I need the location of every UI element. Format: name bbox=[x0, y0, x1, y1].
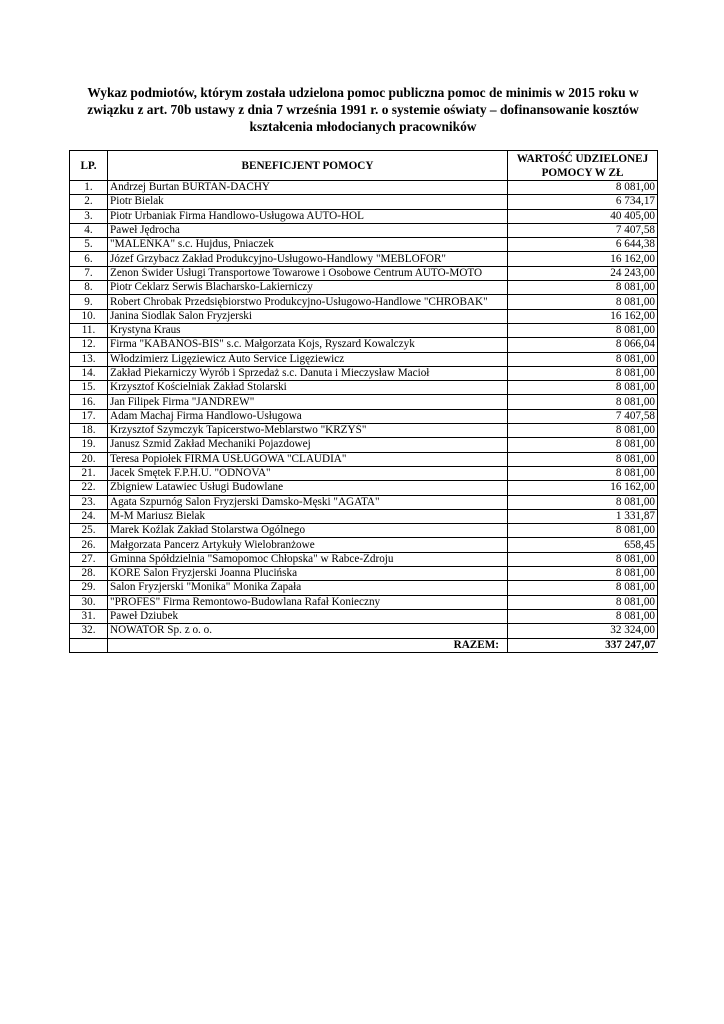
table-row bbox=[70, 195, 658, 209]
beneficiary-name: Krzysztof Kościelniak Zakład Stolarski bbox=[108, 381, 508, 395]
row-number: 3. bbox=[70, 209, 108, 223]
row-number: 30. bbox=[70, 595, 108, 609]
row-number: 10. bbox=[70, 309, 108, 323]
table-row bbox=[70, 538, 658, 552]
beneficiary-name: Zenon Świder Usługi Transportowe Towarowe i Osobowe Centrum AUTO-MOTO bbox=[108, 266, 508, 280]
row-number: 32. bbox=[70, 624, 108, 638]
beneficiary-name: Janusz Szmid Zakład Mechaniki Pojazdowej bbox=[108, 438, 508, 452]
beneficiary-name: Firma "KABANOS-BIS" s.c. Małgorzata Kojs, Ryszard Kowalczyk bbox=[108, 338, 508, 352]
aid-amount: 658,45 bbox=[508, 538, 658, 552]
grant-table bbox=[69, 150, 658, 653]
beneficiary-name: Gminna Spółdzielnia "Samopomoc Chłopska" w Rabce-Zdroju bbox=[108, 552, 508, 566]
total-value: 337 247,07 bbox=[508, 638, 658, 652]
table-row bbox=[70, 438, 658, 452]
beneficiary-name: Teresa Popiołek FIRMA USŁUGOWA "CLAUDIA" bbox=[108, 452, 508, 466]
beneficiary-name: Robert Chrobak Przedsiębiorstwo Produkcyjno-Usługowo-Handlowe "CHROBAK" bbox=[108, 295, 508, 309]
table-row bbox=[70, 509, 658, 523]
aid-amount: 7 407,58 bbox=[508, 223, 658, 237]
beneficiary-name: M-M Mariusz Bielak bbox=[108, 509, 508, 523]
aid-amount: 40 405,00 bbox=[508, 209, 658, 223]
beneficiary-name: Agata Szpurnóg Salon Fryzjerski Damsko-Męski "AGATA" bbox=[108, 495, 508, 509]
beneficiary-name: Krzysztof Szymczyk Tapicerstwo-Meblarstwo "KRZYŚ" bbox=[108, 424, 508, 438]
row-number: 29. bbox=[70, 581, 108, 595]
row-number: 19. bbox=[70, 438, 108, 452]
table-row bbox=[70, 466, 658, 480]
aid-amount: 8 081,00 bbox=[508, 524, 658, 538]
row-number: 12. bbox=[70, 338, 108, 352]
header-lp: LP. bbox=[70, 151, 108, 181]
beneficiary-name: KORE Salon Fryzjerski Joanna Plucińska bbox=[108, 567, 508, 581]
total-row bbox=[70, 638, 658, 652]
beneficiary-name: Małgorzata Pancerz Artykuły Wielobranżowe bbox=[108, 538, 508, 552]
table-row bbox=[70, 238, 658, 252]
aid-amount: 8 066,04 bbox=[508, 338, 658, 352]
table-row bbox=[70, 552, 658, 566]
row-number: 1. bbox=[70, 181, 108, 195]
table-row bbox=[70, 524, 658, 538]
aid-amount: 32 324,00 bbox=[508, 624, 658, 638]
row-number: 2. bbox=[70, 195, 108, 209]
beneficiary-name: Jacek Smętek F.P.H.U. "ODNOVA" bbox=[108, 466, 508, 480]
table-row bbox=[70, 309, 658, 323]
table-row bbox=[70, 295, 658, 309]
table-row bbox=[70, 381, 658, 395]
aid-amount: 6 734,17 bbox=[508, 195, 658, 209]
table-row bbox=[70, 352, 658, 366]
row-number: 25. bbox=[70, 524, 108, 538]
table-row bbox=[70, 424, 658, 438]
row-number: 6. bbox=[70, 252, 108, 266]
aid-amount: 8 081,00 bbox=[508, 323, 658, 337]
beneficiary-name: Jan Filipek Firma "JANDREW" bbox=[108, 395, 508, 409]
total-label: RAZEM: bbox=[108, 638, 508, 652]
row-number: 11. bbox=[70, 323, 108, 337]
total-spacer bbox=[70, 638, 108, 652]
aid-amount: 8 081,00 bbox=[508, 595, 658, 609]
aid-amount: 8 081,00 bbox=[508, 352, 658, 366]
beneficiary-name: Janina Siodlak Salon Fryzjerski bbox=[108, 309, 508, 323]
aid-amount: 8 081,00 bbox=[508, 438, 658, 452]
beneficiary-name: Marek Koźlak Zakład Stolarstwa Ogólnego bbox=[108, 524, 508, 538]
table-row bbox=[70, 481, 658, 495]
row-number: 4. bbox=[70, 223, 108, 237]
beneficiary-name: Piotr Urbaniak Firma Handlowo-Usługowa AUTO-HOL bbox=[108, 209, 508, 223]
aid-amount: 16 162,00 bbox=[508, 252, 658, 266]
table-row bbox=[70, 252, 658, 266]
beneficiary-name: Salon Fryzjerski "Monika" Monika Zapała bbox=[108, 581, 508, 595]
table-row bbox=[70, 209, 658, 223]
aid-amount: 8 081,00 bbox=[508, 552, 658, 566]
table-row bbox=[70, 395, 658, 409]
beneficiary-name: Piotr Ceklarz Serwis Blacharsko-Lakierniczy bbox=[108, 281, 508, 295]
aid-amount: 8 081,00 bbox=[508, 181, 658, 195]
aid-amount: 8 081,00 bbox=[508, 452, 658, 466]
aid-amount: 8 081,00 bbox=[508, 466, 658, 480]
table-row bbox=[70, 495, 658, 509]
beneficiary-name: Zbigniew Latawiec Usługi Budowlane bbox=[108, 481, 508, 495]
aid-amount: 7 407,58 bbox=[508, 409, 658, 423]
beneficiary-name: Zakład Piekarniczy Wyrób i Sprzedaż s.c. Danuta i Mieczysław Macioł bbox=[108, 366, 508, 380]
row-number: 13. bbox=[70, 352, 108, 366]
table-row bbox=[70, 266, 658, 280]
beneficiary-name: Włodzimierz Ligęziewicz Auto Service Ligęziewicz bbox=[108, 352, 508, 366]
beneficiary-name: Paweł Dziubek bbox=[108, 609, 508, 623]
beneficiary-name: Piotr Bielak bbox=[108, 195, 508, 209]
table-row bbox=[70, 567, 658, 581]
aid-amount: 6 644,38 bbox=[508, 238, 658, 252]
table-row bbox=[70, 323, 658, 337]
row-number: 8. bbox=[70, 281, 108, 295]
row-number: 22. bbox=[70, 481, 108, 495]
row-number: 16. bbox=[70, 395, 108, 409]
aid-amount: 8 081,00 bbox=[508, 424, 658, 438]
row-number: 21. bbox=[70, 466, 108, 480]
table-row bbox=[70, 452, 658, 466]
row-number: 17. bbox=[70, 409, 108, 423]
row-number: 27. bbox=[70, 552, 108, 566]
row-number: 5. bbox=[70, 238, 108, 252]
table-header bbox=[70, 151, 658, 181]
beneficiary-name: Krystyna Kraus bbox=[108, 323, 508, 337]
table-row bbox=[70, 624, 658, 638]
aid-amount: 8 081,00 bbox=[508, 581, 658, 595]
beneficiary-name: Józef Grzybacz Zakład Produkcyjno-Usługowo-Handlowy "MEBLOFOR" bbox=[108, 252, 508, 266]
aid-amount: 8 081,00 bbox=[508, 281, 658, 295]
aid-amount: 24 243,00 bbox=[508, 266, 658, 280]
table-row bbox=[70, 366, 658, 380]
beneficiary-name: "MALEŃKA" s.c. Hujdus, Pniaczek bbox=[108, 238, 508, 252]
aid-amount: 8 081,00 bbox=[508, 395, 658, 409]
beneficiary-name: Paweł Jędrocha bbox=[108, 223, 508, 237]
aid-amount: 16 162,00 bbox=[508, 309, 658, 323]
aid-amount: 8 081,00 bbox=[508, 567, 658, 581]
beneficiary-name: Adam Machaj Firma Handlowo-Usługowa bbox=[108, 409, 508, 423]
beneficiary-name: NOWATOR Sp. z o. o. bbox=[108, 624, 508, 638]
table-row bbox=[70, 181, 658, 195]
table-row bbox=[70, 609, 658, 623]
beneficiary-name: Andrzej Burtan BURTAN-DACHY bbox=[108, 181, 508, 195]
row-number: 14. bbox=[70, 366, 108, 380]
table-row bbox=[70, 338, 658, 352]
table-row bbox=[70, 281, 658, 295]
header-amount: WARTOŚĆ UDZIELONEJ POMOCY W ZŁ bbox=[508, 151, 658, 181]
row-number: 18. bbox=[70, 424, 108, 438]
table-row bbox=[70, 595, 658, 609]
table-row bbox=[70, 223, 658, 237]
table-row bbox=[70, 409, 658, 423]
row-number: 15. bbox=[70, 381, 108, 395]
aid-amount: 8 081,00 bbox=[508, 495, 658, 509]
aid-amount: 8 081,00 bbox=[508, 295, 658, 309]
row-number: 24. bbox=[70, 509, 108, 523]
header-beneficiary: BENEFICJENT POMOCY bbox=[108, 151, 508, 181]
aid-amount: 16 162,00 bbox=[508, 481, 658, 495]
row-number: 20. bbox=[70, 452, 108, 466]
aid-amount: 1 331,87 bbox=[508, 509, 658, 523]
aid-amount: 8 081,00 bbox=[508, 366, 658, 380]
beneficiary-name: "PROFES" Firma Remontowo-Budowlana Rafał Konieczny bbox=[108, 595, 508, 609]
row-number: 28. bbox=[70, 567, 108, 581]
aid-amount: 8 081,00 bbox=[508, 381, 658, 395]
document-title: Wykaz podmiotów, którym została udzielona pomoc publiczna pomoc de minimis w 2015 roku w związku z art. 70b ustawy z dnia 7 września 1991 r. o systemie oświaty – dofinansowanie kosztów kształcenia młodocianych pracowników bbox=[87, 85, 639, 134]
row-number: 9. bbox=[70, 295, 108, 309]
row-number: 23. bbox=[70, 495, 108, 509]
table-body bbox=[70, 181, 658, 653]
table-row bbox=[70, 581, 658, 595]
row-number: 7. bbox=[70, 266, 108, 280]
row-number: 31. bbox=[70, 609, 108, 623]
row-number: 26. bbox=[70, 538, 108, 552]
aid-amount: 8 081,00 bbox=[508, 609, 658, 623]
